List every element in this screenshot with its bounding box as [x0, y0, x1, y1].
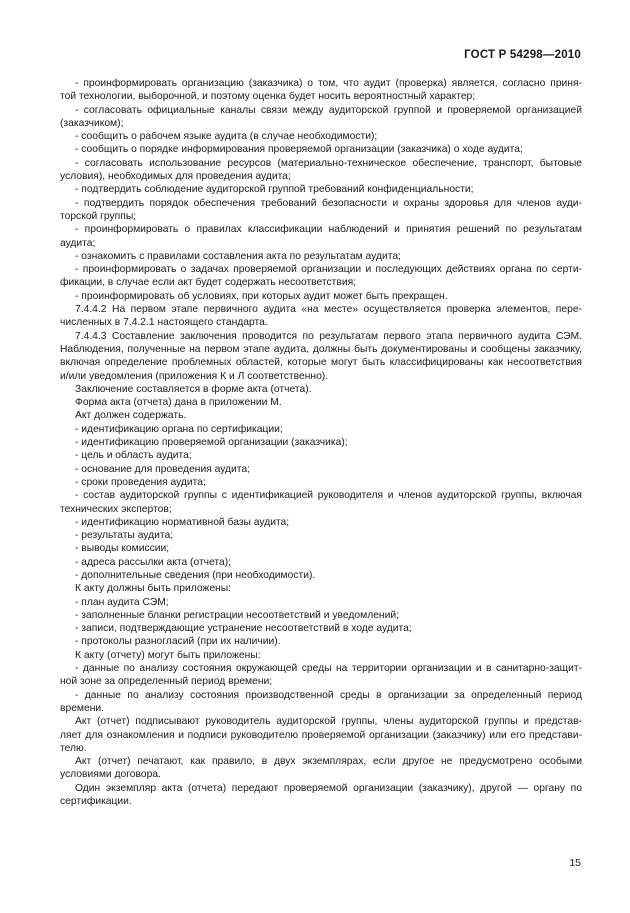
- text-line: - подтвердить соблюдение аудиторской группой требований конфиденциальности;: [75, 184, 474, 196]
- text-line: - согласовать использование ресурсов (материально-техническое обеспечение, транспорт, бытовые: [75, 157, 582, 169]
- text-line: - сроки проведения аудита;: [75, 476, 206, 488]
- text-line: Форма акта (отчета) дана в приложении М.: [75, 397, 282, 409]
- text-line: - проинформировать о задачах проверяемой организации и последующих действиях органа по серти-: [75, 264, 582, 276]
- text-line: К акту должны быть приложены:: [75, 583, 231, 595]
- text-line: фикации, в случае если акт будет содержать несоответствия;: [60, 277, 357, 289]
- text-line: Акт (отчет) печатают, как правило, в двух экземплярах, если другое не предусмотрено особыми: [75, 756, 582, 768]
- text-line: - заполненные бланки регистрации несоответствий и уведомлений;: [75, 609, 399, 621]
- text-line: 7.4.4.2 На первом этапе первичного аудита «на месте» осуществляется проверка элементов, пере-: [75, 304, 582, 316]
- text-line: Акт (отчет) подписывают руководитель аудиторской группы, члены аудиторской группы и представ-: [75, 716, 582, 728]
- text-line: - цель и область аудита;: [75, 450, 192, 462]
- text-line: телю.: [60, 742, 87, 754]
- text-line: - записи, подтверждающие устранение несоответствий в ходе аудита;: [75, 623, 412, 635]
- text-line: - сообщить о рабочем языке аудита (в случае необходимости);: [75, 131, 378, 143]
- text-line: Заключение составляется в форме акта (отчета).: [75, 383, 312, 395]
- text-line: сертификации.: [60, 796, 132, 808]
- text-line: и/или уведомления (приложения К и Л соответственно).: [60, 370, 329, 382]
- text-line: численных в 7.4.2.1 настоящего стандарта.: [60, 317, 268, 329]
- text-line: - проинформировать об условиях, при которых аудит может быть прекращен.: [75, 290, 448, 302]
- text-line: ляет для ознакомления и подписи руководителю проверяемой организации (заказчику) или его представи-: [60, 729, 582, 741]
- text-line: времени.: [60, 702, 105, 714]
- text-line: - выводы комиссии;: [75, 543, 170, 555]
- document-header: [464, 49, 581, 61]
- text-line: условиями договора.: [60, 769, 161, 781]
- text-line: - основание для проведения аудита;: [75, 463, 250, 475]
- page-number-value: 15: [569, 857, 581, 869]
- text-line: ной зоне за определенный период времени;: [60, 676, 273, 688]
- text-line: - идентификацию проверяемой организации (заказчика);: [75, 437, 348, 449]
- text-line: включая определение проблемных областей, которые могут быть классифицированы как несоответствия: [60, 357, 582, 369]
- text-line: технических экспертов;: [60, 503, 172, 515]
- text-line: (заказчиком);: [60, 117, 124, 129]
- text-line: - согласовать официальные каналы связи между аудиторской группой и проверяемой организацией: [75, 104, 582, 116]
- text-line: 7.4.4.3 Составление заключения проводится по результатам первого этапа первичного аудита СЭМ.: [75, 330, 582, 342]
- text-line: той технологии, выборочной, и поэтому оценка будет носить вероятностный характер;: [60, 91, 476, 103]
- document-body: [60, 77, 582, 808]
- text-line: - ознакомить с правилами составления акта по результатам аудита;: [75, 250, 401, 262]
- text-line: - протоколы разногласий (при их наличии).: [75, 636, 281, 648]
- standard-code: ГОСТ Р 54298—2010: [464, 49, 581, 61]
- text-line: - сообщить о порядке информирования проверяемой организации (заказчика) о ходе аудита;: [75, 144, 523, 156]
- text-line: Акт должен содержать.: [75, 410, 187, 422]
- text-line: - идентификацию органа по сертификации;: [75, 423, 283, 435]
- text-line: аудита;: [60, 237, 96, 249]
- text-line: условия), необходимых для проведения аудита;: [60, 171, 291, 183]
- text-line: Один экземпляр акта (отчета) передают проверяемой организации (заказчику), другой — органу по: [75, 782, 582, 794]
- page-number: [569, 857, 581, 869]
- text-line: - дополнительные сведения (при необходимости).: [75, 569, 316, 581]
- text-line: - идентификацию нормативной базы аудита;: [75, 516, 290, 528]
- text-line: - подтвердить порядок обеспечения требований безопасности и охраны здоровья для членов ауди-: [75, 197, 582, 209]
- text-line: - адреса рассылки акта (отчета);: [75, 556, 232, 568]
- text-line: К акту (отчету) могут быть приложены:: [75, 649, 261, 661]
- text-line: - план аудита СЭМ;: [75, 596, 169, 608]
- text-line: - результаты аудита;: [75, 530, 174, 542]
- text-line: торской группы;: [60, 210, 137, 222]
- text-line: - проинформировать организацию (заказчика) о том, что аудит (проверка) является, согласно приня-: [75, 78, 582, 89]
- text-line: - данные по анализу состояния окружающей среды на территории организации и в санитарно-защит-: [75, 663, 582, 675]
- text-line: - проинформировать о правилах классификации наблюдений и принятия решений по результатам: [75, 224, 582, 236]
- text-line: - данные по анализу состояния производственной среды в организации за определенный период: [75, 689, 582, 701]
- text-line: - состав аудиторской группы с идентификацией руководителя и членов аудиторской группы, включая: [75, 490, 582, 502]
- text-line: Наблюдения, полученные на первом этапе аудита, должны быть документированы и сообщены заказчику,: [60, 343, 582, 355]
